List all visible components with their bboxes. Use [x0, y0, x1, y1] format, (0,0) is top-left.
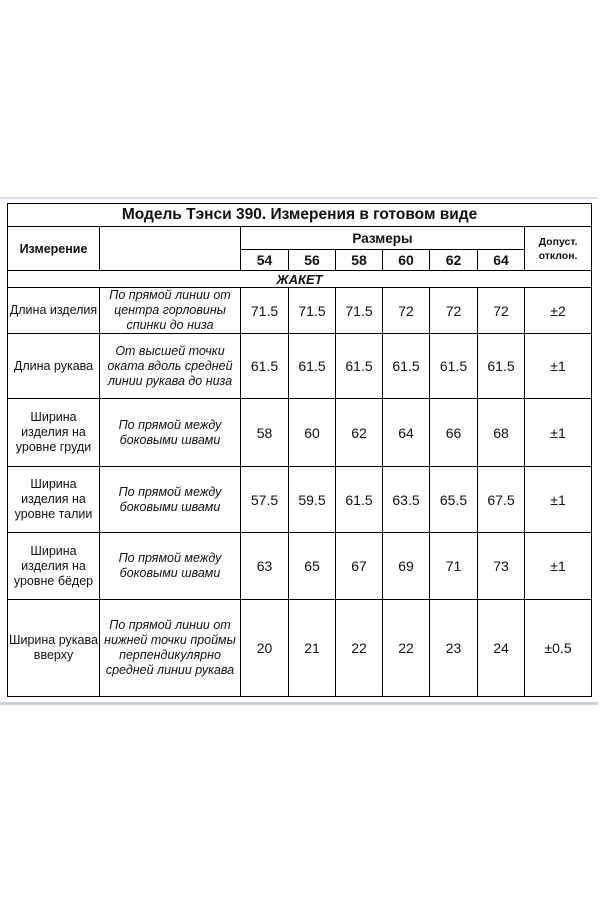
measure-name: Ширина изделия на уровне груди [8, 399, 100, 467]
size-value: 64 [383, 399, 430, 467]
description-header [100, 227, 241, 271]
size-value: 61.5 [478, 334, 525, 399]
size-value: 68 [478, 399, 525, 467]
size-header: 62 [430, 250, 478, 271]
size-header: 58 [336, 250, 383, 271]
size-value: 59.5 [289, 467, 336, 533]
measure-name: Ширина изделия на уровне талии [8, 467, 100, 533]
size-value: 21 [289, 600, 336, 697]
size-value: 67 [336, 533, 383, 600]
measure-name: Ширина рукава вверху [8, 600, 100, 697]
tolerance-value: ±1 [525, 533, 592, 600]
size-value: 61.5 [336, 334, 383, 399]
tolerance-value: ±2 [525, 288, 592, 334]
size-value: 73 [478, 533, 525, 600]
table-row [8, 600, 592, 697]
tolerance-value: ±1 [525, 399, 592, 467]
size-value: 20 [241, 600, 289, 697]
measure-name: Длина изделия [8, 288, 100, 334]
tolerance-header-line2: отклон. [538, 249, 578, 262]
size-value: 63.5 [383, 467, 430, 533]
size-chart-sheet [0, 197, 598, 705]
size-header: 56 [289, 250, 336, 271]
size-value: 23 [430, 600, 478, 697]
size-chart-table [7, 203, 592, 697]
section-title: ЖАКЕТ [8, 271, 592, 288]
sizes-header: Размеры [241, 227, 525, 250]
size-value: 66 [430, 399, 478, 467]
measure-description: По прямой линии от центра горловины спинки до низа [100, 288, 241, 334]
size-value: 71.5 [289, 288, 336, 334]
size-value: 72 [383, 288, 430, 334]
tolerance-value: ±0.5 [525, 600, 592, 697]
size-header: 64 [478, 250, 525, 271]
section-row [8, 271, 592, 288]
size-value: 61.5 [430, 334, 478, 399]
title-row [8, 204, 592, 227]
size-header: 60 [383, 250, 430, 271]
size-header: 54 [241, 250, 289, 271]
size-value: 60 [289, 399, 336, 467]
table-row [8, 467, 592, 533]
table-title: Модель Тэнси 390. Измерения в готовом виде [8, 204, 592, 227]
measure-description: По прямой между боковыми швами [100, 533, 241, 600]
size-value: 72 [430, 288, 478, 334]
size-value: 72 [478, 288, 525, 334]
size-value: 65 [289, 533, 336, 600]
measure-description: По прямой линии от нижней точки проймы перпендикулярно средней линии рукава [100, 600, 241, 697]
size-value: 69 [383, 533, 430, 600]
table-row [8, 533, 592, 600]
tolerance-value: ±1 [525, 334, 592, 399]
table-row [8, 334, 592, 399]
measure-description: По прямой между боковыми швами [100, 467, 241, 533]
size-value: 61.5 [289, 334, 336, 399]
size-value: 58 [241, 399, 289, 467]
tolerance-value: ±1 [525, 467, 592, 533]
measure-description: От высшей точки оката вдоль средней линии рукава до низа [100, 334, 241, 399]
measure-name: Длина рукава [8, 334, 100, 399]
size-value: 71 [430, 533, 478, 600]
table-row [8, 399, 592, 467]
table-row [8, 288, 592, 334]
size-value: 61.5 [336, 467, 383, 533]
size-value: 61.5 [383, 334, 430, 399]
size-value: 71.5 [241, 288, 289, 334]
size-value: 24 [478, 600, 525, 697]
size-value: 63 [241, 533, 289, 600]
size-value: 57.5 [241, 467, 289, 533]
size-value: 62 [336, 399, 383, 467]
size-value: 71.5 [336, 288, 383, 334]
tolerance-header-line1: Допуст. [538, 235, 578, 248]
size-value: 61.5 [241, 334, 289, 399]
measure-header: Измерение [8, 227, 100, 271]
header-row-1 [8, 227, 592, 250]
size-value: 22 [336, 600, 383, 697]
size-value: 22 [383, 600, 430, 697]
measure-name: Ширина изделия на уровне бёдер [8, 533, 100, 600]
measure-description: По прямой между боковыми швами [100, 399, 241, 467]
size-value: 67.5 [478, 467, 525, 533]
tolerance-header [525, 227, 592, 271]
size-value: 65.5 [430, 467, 478, 533]
